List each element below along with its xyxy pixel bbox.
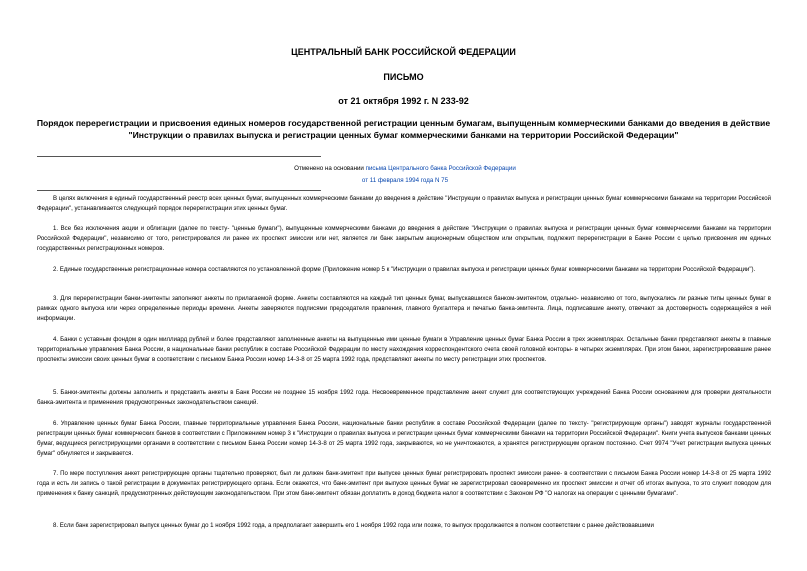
note-prefix: Отменено на основании <box>294 165 366 172</box>
paragraph-7: 7. По мере поступления анкет регистрирующие органы тщательно проверяют, был ли должен банк-эмитент при выпуске ценных бумаг регистрировать проспект эмиссии ранее- в соответствии с письмом Банка России номер 14-3-8 от 25 марта 1992 года и есть ли запись о такой регистрации в документах регистрирующего органа. Если окажется, что банк-эмитент при выпуске ценных бумаг не зарегистрировал своевременно их проспект эмиссии и отчет об итогах выпуска, то это служит поводом для применения к банку санкций, предусмотренных действующим законодательством. При этом банк-эмитент обязан доплатить в доход бюджета налог в соответствии с Законом РФ "О налогах на операции с ценными бумагами". <box>37 470 771 497</box>
paragraph-5: 5. Банки-эмитенты должны заполнить и представить анкеты в Банк России не позднее 15 ноября 1992 года. Несвоевременное представление анкет служит для соответствующих учреждений Банка России основанием для проверки деятельности банка-эмитента и применения предусмотренных законодательством санкций. <box>37 389 771 406</box>
cancellation-note <box>270 163 540 187</box>
paragraph-4: 4. Банки с уставным фондом в один миллиард рублей и более представляют заполненные анкеты на выпущенные ими ценные бумаги в Управление ценных бумаг Банка России в трех экземплярах. Остальные банки представляют анкеты в главные территориальные управления Банка России, в национальные банки республик в составе Российской Федерации по месту нахождения корреспондентского счета своей головной конторы- в четырех экземплярах. При этом банки, зарегистрировавшие ранее проспекты эмиссии своих ценных бумаг в соответствии с письмом Банка России номер 14-3-8 от 25 марта 1992 года, представляют анкеты по месту регистрации этих проспектов. <box>37 336 771 363</box>
cancellation-link-line1[interactable]: письма Центрального банка Российской Федерации <box>365 165 516 172</box>
paragraph-6: 6. Управление ценных бумаг Банка России, главные территориальные управления Банка России, национальные банки республик в составе Российской Федерации (далее по тексту- "регистрирующие органы") заводят журналы государственной регистрации ценных бумаг коммерческих банков в соответствии с Приложением номер 3 к "Инструкции о правилах выпуска и регистрации ценных бумаг коммерческими банками на территории Российской Федерации". Книги учета выпусков банками ценных бумаг, ведущиеся регистрирующими органами в соответствии с письмом Банка России номер 14-3-8 от 25 марта 1992 года, закрываются, но не уничтожаются, а хранятся регистрирующим органом постоянно. Счет 9974 "Учет регистрации выпуска ценных бумаг" обнуляется и закрывается. <box>37 420 771 457</box>
paragraph-1: 1. Все без исключения акции и облигации (далее по тексту- "ценные бумаги"), выпущенные коммерческими банками до введения в действие "Инструкции о правилах выпуска и регистрации ценных бумаг коммерческими банками на территории Российской Федерации", независимо от того, регистрировался ли ранее их проспект эмиссии или нет, является ли банк закрытым акционерным обществом или открытым, подлежит перерегистрации в Банке России с целью присвоения им единых государственных регистрационных номеров. <box>37 225 771 252</box>
paragraph-2: 2. Единые государственные регистрационные номера составляются по установленной форме (Приложение номер 5 к "Инструкции о правилах выпуска и регистрации ценных бумаг коммерческими банками на территории Российской Федерации"). <box>53 266 756 273</box>
document-date-number: от 21 октября 1992 г. N 233-92 <box>338 96 469 106</box>
organization-heading: ЦЕНТРАЛЬНЫЙ БАНК РОССИЙСКОЙ ФЕДЕРАЦИИ <box>291 47 516 57</box>
top-divider <box>37 156 321 157</box>
paragraph-3: 3. Для перерегистрации банки-эмитенты заполняют анкеты по прилагаемой форме. Анкеты составляются на каждый тип ценных бумаг, выпускавшихся банком-эмитентом, отдельно- независимо от того, выпускались ли разные типы ценных бумаг в рамках одного выпуска или через определенные периоды времени. Анкеты заверяются подписями председателя правления, главного бухгалтера и печатью банка-эмитента. Лица, подписавшие анкету, отвечают за достоверность содержащейся в ней информации. <box>37 295 771 322</box>
bottom-divider <box>37 190 321 191</box>
document-type: ПИСЬМО <box>383 72 424 82</box>
paragraph-8: 8. Если банк зарегистрировал выпуск ценных бумаг до 1 ноября 1992 года, а предполагает завершить его 1 ноября 1992 года или позже, то выпуск продолжается в полном соответствии с ранее действовавшими <box>53 522 654 529</box>
paragraph-intro: В целях включения в единый государственный реестр всех ценных бумаг, выпущенных коммерческими банками до введения в действие "Инструкции о правилах выпуска и регистрации ценных бумаг коммерческими банками на территории Российской Федерации", устанавливается следующий порядок перерегистрации этих ценных бумаг. <box>37 195 771 212</box>
document-title: Порядок перерегистрации и присвоения единых номеров государственной регистрации ценным бумагам, выпущенным коммерческими банками до введения в действие "Инструкции о правилах выпуска и регистрации ценных бумаг коммерческими банками на территории Российской Федерации" <box>36 118 771 140</box>
cancellation-link-line2[interactable]: от 11 февраля 1994 года N 75 <box>361 177 449 184</box>
